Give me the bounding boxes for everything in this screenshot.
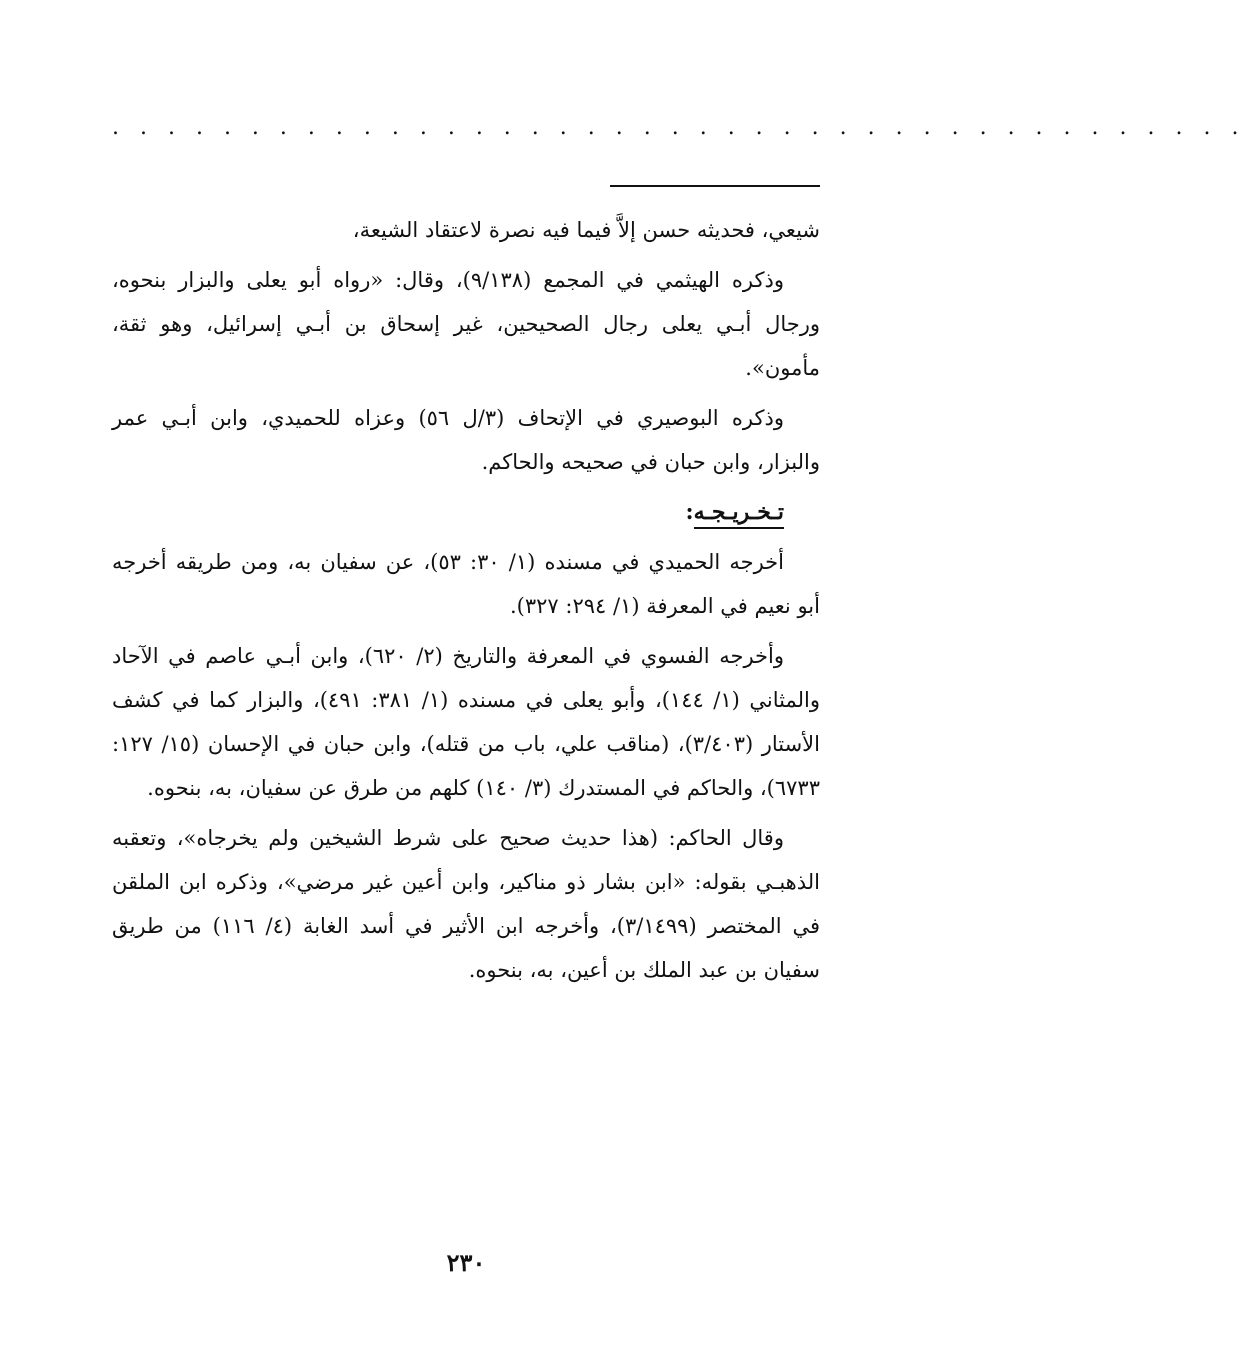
section-heading-colon: : <box>685 499 694 525</box>
dotted-separator: . . . . . . . . . . . . . . . . . . . . . . . . . . . . . . . . . . . . . . . . . <box>112 115 1245 140</box>
paragraph: وذكره الهيثمي في المجمع (٩/١٣٨)، وقال: «رواه أبو يعلى والبزار بنحوه، ورجال أبـي يعلى رجال الصحيحين، غير إسحاق بن أبـي إسرائيل، وهو ثقة، مأمون». <box>112 268 820 380</box>
paragraph: أخرجه الحميدي في مسنده (١/ ٣٠: ٥٣)، عن سفيان به، ومن طريقه أخرجه أبو نعيم في المعرفة (١/ ٢٩٤: ٣٢٧). <box>112 550 820 618</box>
page-number: ٢٣٠ <box>446 1248 486 1277</box>
footnote-rule <box>610 185 820 187</box>
paragraph: شيعي، فحديثه حسن إلاَّ فيما فيه نصرة لاعتقاد الشيعة، <box>352 218 820 242</box>
paragraph: وذكره البوصيري في الإتحاف (٣/ل ٥٦) وعزاه للحميدي، وابن أبـي عمر والبزار، وابن حبان في صحيحه والحاكم. <box>112 406 820 474</box>
section-heading-word: تـخـريـجـه <box>694 499 784 529</box>
page-body <box>112 208 820 998</box>
paragraph: وقال الحاكم: (هذا حديث صحيح على شرط الشيخين ولم يخرجاه»، وتعقبه الذهبـي بقوله: «ابن بشار ذو مناكير، وابن أعين غير مرضي»، وذكره ابن الملقن في المختصر (٣/١٤٩٩)، وأخرجه ابن الأثير في أسد الغابة (٤/ ١١٦) من طريق سفيان بن عبد الملك بن أعين، به، بنحوه. <box>112 826 820 982</box>
section-heading <box>112 490 820 534</box>
paragraph: وأخرجه الفسوي في المعرفة والتاريخ (٢/ ٦٢٠)، وابن أبـي عاصم في الآحاد والمثاني (١/ ١٤٤)، وأبو يعلى في مسنده (١/ ٣٨١: ٤٩١)، والبزار كما في كشف الأستار (٣/٤٠٣)، (مناقب علي، باب من قتله)، وابن حبان في الإحسان (١٥/ ١٢٧: ٦٧٣٣)، والحاكم في المستدرك (٣/ ١٤٠) كلهم من طرق عن سفيان، به، بنحوه. <box>112 644 820 800</box>
